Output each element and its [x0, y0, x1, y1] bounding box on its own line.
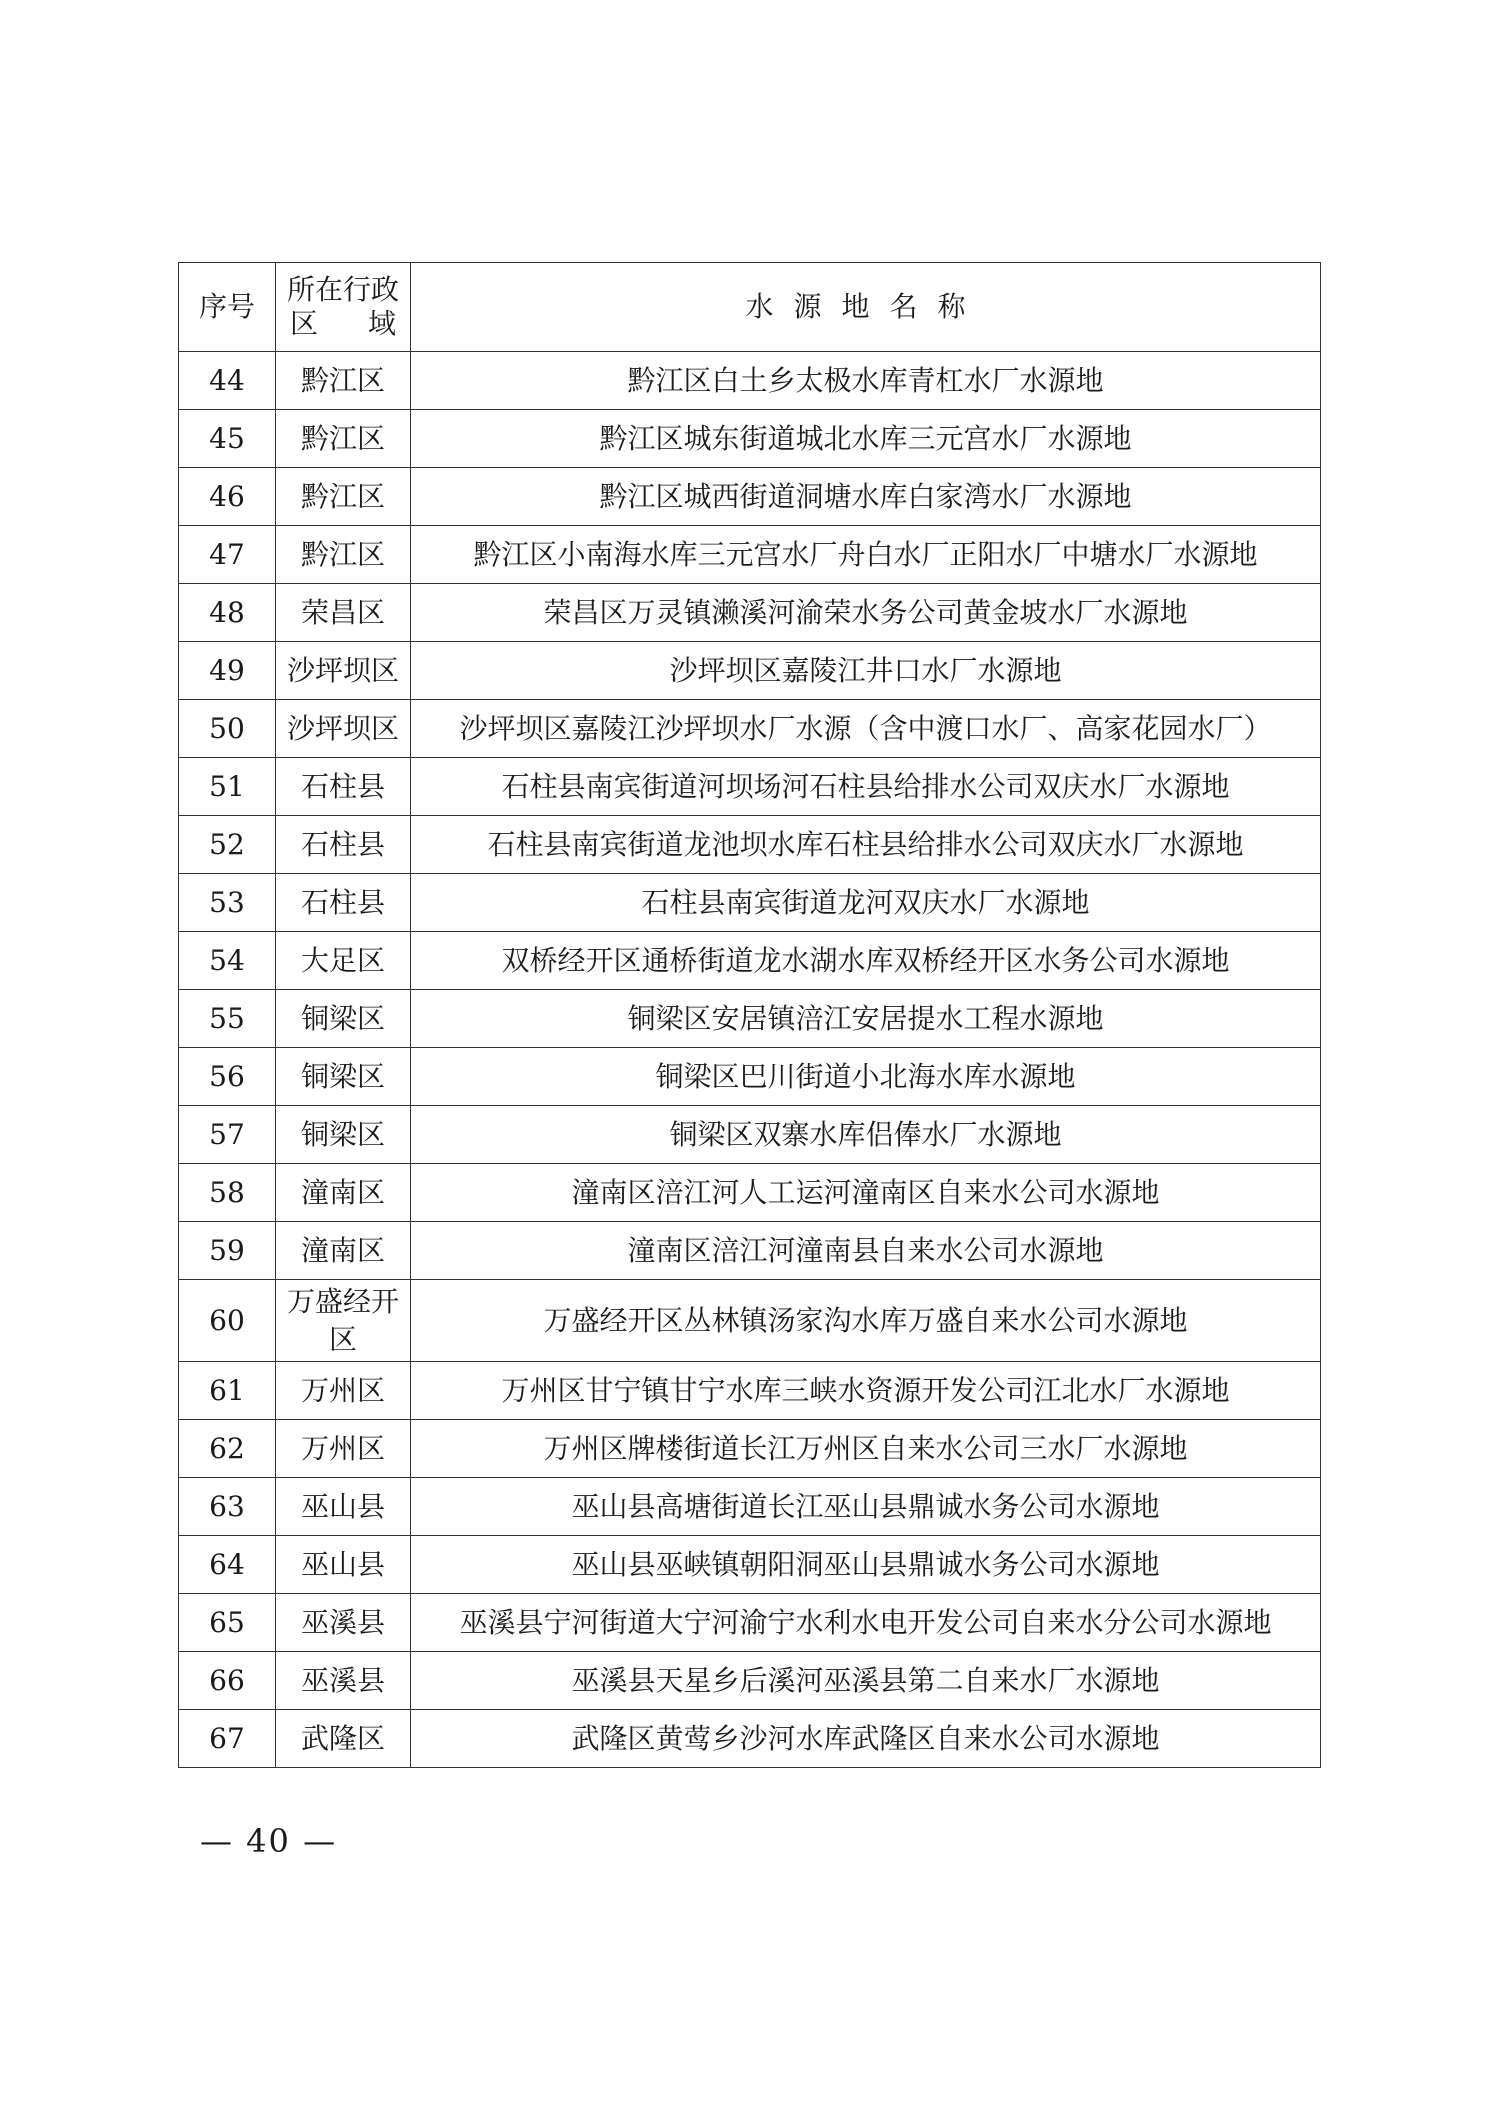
cell-region: 潼南区 [276, 1222, 411, 1280]
cell-water-source-name: 沙坪坝区嘉陵江沙坪坝水厂水源（含中渡口水厂、高家花园水厂） [411, 700, 1321, 758]
table-body [179, 352, 1321, 1768]
cell-region: 万州区 [276, 1362, 411, 1420]
cell-region: 铜梁区 [276, 990, 411, 1048]
cell-seq: 50 [179, 700, 276, 758]
cell-region: 铜梁区 [276, 1048, 411, 1106]
cell-seq: 60 [179, 1280, 276, 1362]
cell-seq: 63 [179, 1478, 276, 1536]
table-row [179, 990, 1321, 1048]
cell-water-source-name: 铜梁区安居镇涪江安居提水工程水源地 [411, 990, 1321, 1048]
cell-region: 潼南区 [276, 1164, 411, 1222]
header-region-line2 [276, 307, 410, 341]
cell-water-source-name: 巫山县巫峡镇朝阳洞巫山县鼎诚水务公司水源地 [411, 1536, 1321, 1594]
cell-seq: 54 [179, 932, 276, 990]
cell-water-source-name: 巫山县高塘街道长江巫山县鼎诚水务公司水源地 [411, 1478, 1321, 1536]
table-row [179, 526, 1321, 584]
table-row [179, 1222, 1321, 1280]
table-row [179, 1362, 1321, 1420]
cell-seq: 46 [179, 468, 276, 526]
cell-water-source-name: 荣昌区万灵镇濑溪河渝荣水务公司黄金坡水厂水源地 [411, 584, 1321, 642]
header-seq: 序号 [179, 263, 276, 352]
cell-water-source-name: 潼南区涪江河潼南县自来水公司水源地 [411, 1222, 1321, 1280]
cell-water-source-name: 黔江区城东街道城北水库三元宫水厂水源地 [411, 410, 1321, 468]
cell-water-source-name: 石柱县南宾街道龙河双庆水厂水源地 [411, 874, 1321, 932]
cell-seq: 62 [179, 1420, 276, 1478]
cell-region: 万州区 [276, 1420, 411, 1478]
cell-water-source-name: 巫溪县天星乡后溪河巫溪县第二自来水厂水源地 [411, 1652, 1321, 1710]
cell-water-source-name: 黔江区白土乡太极水库青杠水厂水源地 [411, 352, 1321, 410]
cell-seq: 65 [179, 1594, 276, 1652]
cell-seq: 64 [179, 1536, 276, 1594]
cell-water-source-name: 武隆区黄莺乡沙河水库武隆区自来水公司水源地 [411, 1710, 1321, 1768]
cell-region: 巫山县 [276, 1536, 411, 1594]
table-row [179, 1420, 1321, 1478]
cell-region-text: 万盛经开区 [287, 1284, 400, 1356]
cell-seq: 52 [179, 816, 276, 874]
table-row [179, 932, 1321, 990]
table-row [179, 1652, 1321, 1710]
table-row [179, 1536, 1321, 1594]
cell-region: 沙坪坝区 [276, 642, 411, 700]
cell-region: 巫溪县 [276, 1652, 411, 1710]
cell-seq: 59 [179, 1222, 276, 1280]
header-region-char-a: 区 [290, 307, 319, 340]
cell-water-source-name: 黔江区小南海水库三元宫水厂舟白水厂正阳水厂中塘水厂水源地 [411, 526, 1321, 584]
table-row [179, 1478, 1321, 1536]
cell-water-source-name: 铜梁区双寨水库侣俸水厂水源地 [411, 1106, 1321, 1164]
cell-seq: 57 [179, 1106, 276, 1164]
cell-seq: 44 [179, 352, 276, 410]
cell-seq: 66 [179, 1652, 276, 1710]
cell-seq: 45 [179, 410, 276, 468]
cell-region: 巫山县 [276, 1478, 411, 1536]
table-row [179, 1106, 1321, 1164]
cell-water-source-name: 万州区牌楼街道长江万州区自来水公司三水厂水源地 [411, 1420, 1321, 1478]
table-row [179, 816, 1321, 874]
cell-seq: 61 [179, 1362, 276, 1420]
cell-region: 黔江区 [276, 526, 411, 584]
cell-seq: 49 [179, 642, 276, 700]
cell-seq: 56 [179, 1048, 276, 1106]
table-row [179, 352, 1321, 410]
table-row [179, 1164, 1321, 1222]
cell-region: 黔江区 [276, 468, 411, 526]
cell-seq: 58 [179, 1164, 276, 1222]
cell-water-source-name: 万盛经开区丛林镇汤家沟水库万盛自来水公司水源地 [411, 1280, 1321, 1362]
header-region-line1: 所在行政 [286, 273, 399, 307]
cell-seq: 67 [179, 1710, 276, 1768]
table-row [179, 468, 1321, 526]
cell-region: 巫溪县 [276, 1594, 411, 1652]
cell-region: 石柱县 [276, 874, 411, 932]
cell-water-source-name: 双桥经开区通桥街道龙水湖水库双桥经开区水务公司水源地 [411, 932, 1321, 990]
header-name: 水源地名称 [411, 263, 1321, 352]
cell-water-source-name: 万州区甘宁镇甘宁水库三峡水资源开发公司江北水厂水源地 [411, 1362, 1321, 1420]
cell-seq: 48 [179, 584, 276, 642]
cell-water-source-name: 石柱县南宾街道河坝场河石柱县给排水公司双庆水厂水源地 [411, 758, 1321, 816]
table-row [179, 410, 1321, 468]
table-row [179, 1710, 1321, 1768]
table-header-row [179, 263, 1321, 352]
cell-seq: 51 [179, 758, 276, 816]
table-row [179, 584, 1321, 642]
cell-region: 黔江区 [276, 352, 411, 410]
table-row [179, 1048, 1321, 1106]
cell-region: 武隆区 [276, 1710, 411, 1768]
cell-region: 石柱县 [276, 758, 411, 816]
cell-region: 沙坪坝区 [276, 700, 411, 758]
cell-water-source-name: 巫溪县宁河街道大宁河渝宁水利水电开发公司自来水分公司水源地 [411, 1594, 1321, 1652]
cell-region: 铜梁区 [276, 1106, 411, 1164]
table-row [179, 642, 1321, 700]
table-row [179, 874, 1321, 932]
cell-seq: 55 [179, 990, 276, 1048]
cell-water-source-name: 黔江区城西街道洞塘水库白家湾水厂水源地 [411, 468, 1321, 526]
cell-region: 黔江区 [276, 410, 411, 468]
table-row [179, 758, 1321, 816]
cell-region: 大足区 [276, 932, 411, 990]
table-row [179, 1594, 1321, 1652]
cell-water-source-name: 铜梁区巴川街道小北海水库水源地 [411, 1048, 1321, 1106]
cell-seq: 47 [179, 526, 276, 584]
cell-region: 荣昌区 [276, 584, 411, 642]
cell-region: 石柱县 [276, 816, 411, 874]
header-region-char-b: 域 [367, 307, 396, 340]
table-row [179, 1280, 1321, 1362]
cell-region [276, 1280, 411, 1362]
page-number: — 40 — [200, 1822, 338, 1860]
cell-water-source-name: 沙坪坝区嘉陵江井口水厂水源地 [411, 642, 1321, 700]
cell-seq: 53 [179, 874, 276, 932]
water-source-table [178, 262, 1321, 1768]
cell-water-source-name: 潼南区涪江河人工运河潼南区自来水公司水源地 [411, 1164, 1321, 1222]
cell-water-source-name: 石柱县南宾街道龙池坝水库石柱县给排水公司双庆水厂水源地 [411, 816, 1321, 874]
table-row [179, 700, 1321, 758]
header-region [276, 263, 411, 352]
